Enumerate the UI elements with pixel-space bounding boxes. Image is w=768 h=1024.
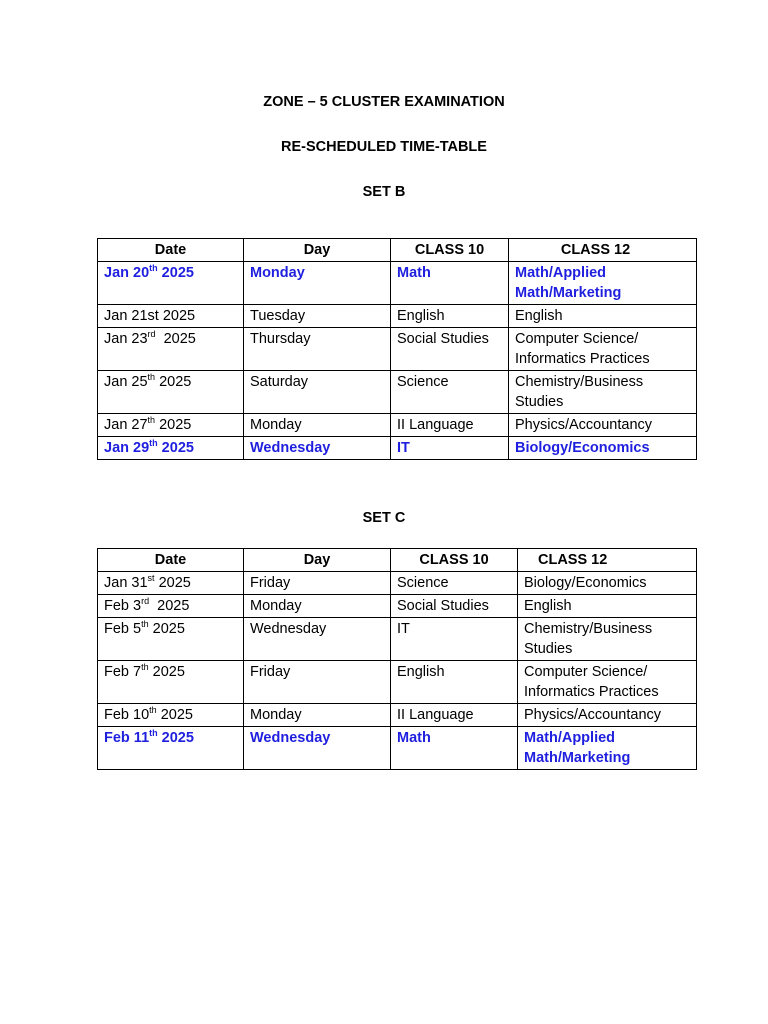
class-10-subject-cell: Social Studies	[391, 595, 518, 618]
date-ordinal-suffix: th	[147, 372, 156, 382]
date-year: 2025	[149, 598, 190, 614]
date-ordinal-suffix: th	[141, 619, 149, 629]
document-subtitle: RE-SCHEDULED TIME-TABLE	[281, 139, 487, 155]
date-ordinal-suffix: st	[147, 573, 155, 583]
date-text: Feb 3	[104, 598, 142, 614]
document-title: ZONE – 5 CLUSTER EXAMINATION	[263, 94, 505, 110]
date-text: Jan 20	[104, 265, 150, 281]
day-cell: Wednesday	[244, 618, 391, 661]
date-text: Jan 31	[104, 575, 148, 591]
class-12-subject-cell: Chemistry/Business Studies	[509, 371, 697, 414]
class-12-subject-cell: Chemistry/Business Studies	[518, 618, 697, 661]
class-10-subject-cell: IT	[391, 437, 509, 460]
set-b-timetable	[97, 238, 697, 460]
day-cell: Monday	[244, 704, 391, 727]
date-year: 2025	[157, 265, 194, 281]
date-ordinal-suffix: rd	[141, 596, 150, 606]
class-10-subject-cell: II Language	[391, 414, 509, 437]
class-12-subject-cell: Math/Applied Math/Marketing	[509, 262, 697, 305]
class-10-subject-cell: IT	[391, 618, 518, 661]
table-header-row	[98, 239, 697, 262]
column-header-class-10: CLASS 10	[391, 549, 518, 572]
table-row	[98, 661, 697, 704]
date-year: 2025	[148, 621, 185, 637]
class-10-subject-cell: Math	[391, 262, 509, 305]
date-text: Feb 10	[104, 707, 150, 723]
date-text: Feb 11	[104, 730, 150, 746]
class-12-subject-cell: Physics/Accountancy	[518, 704, 697, 727]
date-year: 2025	[156, 707, 193, 723]
date-cell	[98, 371, 244, 414]
set-c-timetable	[97, 548, 697, 770]
set-b-rows	[98, 262, 697, 460]
date-ordinal-suffix: th	[147, 415, 156, 425]
class-12-subject-cell: Computer Science/ Informatics Practices	[518, 661, 697, 704]
date-text: Jan 27	[104, 417, 148, 433]
table-row	[98, 414, 697, 437]
class-10-subject-cell: II Language	[391, 704, 518, 727]
date-ordinal-suffix: th	[149, 705, 157, 715]
day-cell: Thursday	[244, 328, 391, 371]
date-cell	[98, 704, 244, 727]
table-row	[98, 328, 697, 371]
date-cell	[98, 618, 244, 661]
date-year: 2025	[155, 417, 192, 433]
date-text: Jan 25	[104, 374, 148, 390]
day-cell: Monday	[244, 414, 391, 437]
date-cell	[98, 305, 244, 328]
class-10-subject-cell: English	[391, 661, 518, 704]
column-header-date: Date	[98, 239, 244, 262]
date-text: Feb 7	[104, 664, 142, 680]
date-ordinal-suffix: th	[149, 438, 158, 448]
class-12-subject-cell: English	[509, 305, 697, 328]
day-cell: Saturday	[244, 371, 391, 414]
date-text: Jan 21st 2025	[104, 308, 196, 324]
class-12-subject-cell: Physics/Accountancy	[509, 414, 697, 437]
date-text: Jan 23	[104, 331, 148, 347]
date-year: 2025	[155, 374, 192, 390]
date-cell	[98, 572, 244, 595]
day-cell: Friday	[244, 572, 391, 595]
date-year: 2025	[157, 730, 194, 746]
column-header-class-10: CLASS 10	[391, 239, 509, 262]
table-header-row	[98, 549, 697, 572]
date-cell	[98, 262, 244, 305]
date-year: 2025	[148, 664, 185, 680]
column-header-day: Day	[244, 239, 391, 262]
day-cell: Monday	[244, 262, 391, 305]
date-cell	[98, 437, 244, 460]
set-c-label: SET C	[362, 510, 406, 526]
date-ordinal-suffix: th	[149, 728, 158, 738]
class-10-subject-cell: Math	[391, 727, 518, 770]
day-cell: Wednesday	[244, 727, 391, 770]
table-row	[98, 305, 697, 328]
column-header-date: Date	[98, 549, 244, 572]
date-year: 2025	[157, 440, 194, 456]
date-cell	[98, 328, 244, 371]
class-10-subject-cell: Science	[391, 371, 509, 414]
date-year: 2025	[155, 331, 196, 347]
column-header-class-12: CLASS 12	[518, 549, 697, 572]
table-row	[98, 437, 697, 460]
table-row	[98, 371, 697, 414]
table-row	[98, 704, 697, 727]
class-12-subject-cell: Biology/Economics	[509, 437, 697, 460]
day-cell: Tuesday	[244, 305, 391, 328]
class-10-subject-cell: English	[391, 305, 509, 328]
class-10-subject-cell: Social Studies	[391, 328, 509, 371]
column-header-class-12: CLASS 12	[509, 239, 697, 262]
date-text: Feb 5	[104, 621, 142, 637]
table-row	[98, 727, 697, 770]
class-12-subject-cell: Computer Science/ Informatics Practices	[509, 328, 697, 371]
date-ordinal-suffix: th	[149, 263, 158, 273]
class-12-subject-cell: Math/Applied Math/Marketing	[518, 727, 697, 770]
date-cell	[98, 595, 244, 618]
day-cell: Friday	[244, 661, 391, 704]
column-header-day: Day	[244, 549, 391, 572]
date-ordinal-suffix: rd	[147, 329, 156, 339]
date-cell	[98, 727, 244, 770]
table-row	[98, 618, 697, 661]
class-10-subject-cell: Science	[391, 572, 518, 595]
table-row	[98, 262, 697, 305]
class-12-subject-cell: English	[518, 595, 697, 618]
date-cell	[98, 661, 244, 704]
class-12-subject-cell: Biology/Economics	[518, 572, 697, 595]
table-row	[98, 572, 697, 595]
date-year: 2025	[154, 575, 191, 591]
day-cell: Monday	[244, 595, 391, 618]
date-text: Jan 29	[104, 440, 150, 456]
date-ordinal-suffix: th	[141, 662, 149, 672]
date-cell	[98, 414, 244, 437]
set-c-rows	[98, 572, 697, 770]
set-b-label: SET B	[362, 184, 406, 200]
day-cell: Wednesday	[244, 437, 391, 460]
table-row	[98, 595, 697, 618]
